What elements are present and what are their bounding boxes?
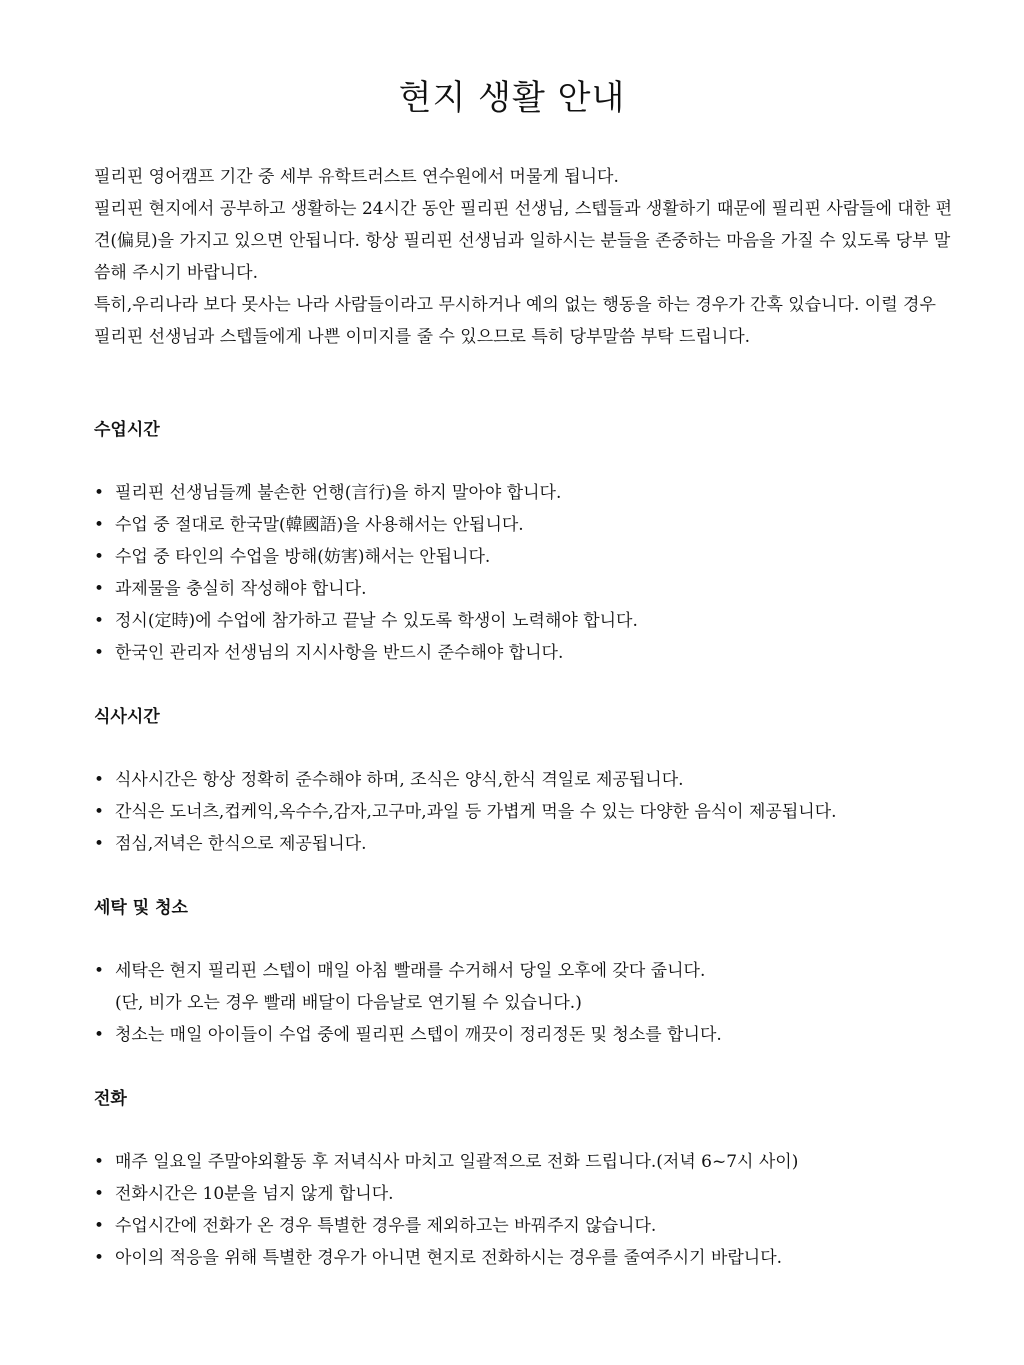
list-item (94, 1146, 964, 1178)
list-item (94, 955, 964, 1019)
page-title: 현지 생활 안내 (398, 78, 626, 118)
bullet-icon: • (94, 579, 105, 599)
list-item-text: 정시(定時)에 수업에 참가하고 끝날 수 있도록 학생이 노력해야 합니다. (115, 611, 638, 631)
meal-rules-list (94, 764, 964, 860)
bullet-icon: • (94, 643, 105, 663)
laundry-rules-list (94, 955, 964, 1051)
list-item-text: 필리핀 선생님들께 불손한 언행(言行)을 하지 말아야 합니다. (115, 483, 562, 503)
bullet-icon: • (94, 961, 105, 981)
bullet-icon: • (94, 1152, 105, 1172)
bullet-icon: • (94, 1184, 105, 1204)
list-item-text: 전화시간은 10분을 넘지 않게 합니다. (115, 1184, 394, 1204)
bullet-icon: • (94, 611, 105, 631)
list-item-text: 수업 중 타인의 수업을 방해(妨害)해서는 안됩니다. (115, 547, 491, 567)
list-item (94, 1178, 964, 1210)
list-item (94, 637, 964, 669)
list-item-text: 한국인 관리자 선생님의 지시사항을 반드시 준수해야 합니다. (115, 643, 564, 663)
list-item (94, 1210, 964, 1242)
intro-text (94, 161, 954, 353)
list-item (94, 509, 964, 541)
list-item-text: 과제물을 충실히 작성해야 합니다. (115, 579, 367, 599)
intro-paragraph: 필리핀 영어캠프 기간 중 세부 유학트러스트 연수원에서 머물게 됩니다. (94, 167, 619, 187)
bullet-icon: • (94, 1248, 105, 1268)
list-item-text: 세탁은 현지 필리핀 스텝이 매일 아침 빨래를 수거해서 당일 오후에 갖다 줍니다. (115, 961, 706, 981)
bullet-icon: • (94, 547, 105, 567)
section-heading-meal: 식사시간 (94, 707, 160, 727)
list-item-text: 수업 중 절대로 한국말(韓國語)을 사용해서는 안됩니다. (115, 515, 524, 535)
bullet-icon: • (94, 515, 105, 535)
intro-paragraph: 특히,우리나라 보다 못사는 나라 사람들이라고 무시하거나 예의 없는 행동을 하는 경우가 간혹 있습니다. 이럴 경우 필리핀 선생님과 스텝들에게 나쁜 이미지를 줄 수 있으므로 특히 당부말씀 부탁 드립니다. (94, 295, 936, 347)
phone-rules-list (94, 1146, 964, 1274)
list-item (94, 796, 964, 828)
list-item-text: 아이의 적응을 위해 특별한 경우가 아니면 현지로 전화하시는 경우를 줄여주시기 바랍니다. (115, 1248, 783, 1268)
list-item-text: 매주 일요일 주말야외활동 후 저녁식사 마치고 일괄적으로 전화 드립니다.(저녁 6~7시 사이) (115, 1152, 799, 1172)
intro-paragraph: 필리핀 현지에서 공부하고 생활하는 24시간 동안 필리핀 선생님, 스텝들과 생활하기 때문에 필리핀 사람들에 대한 편견(偏見)을 가지고 있으면 안됩니다. 항상 필리핀 선생님과 일하시는 분들을 존중하는 마음을 가질 수 있도록 당부 말씀해 주시기 바랍니다. (94, 199, 953, 283)
list-item (94, 1242, 964, 1274)
list-item (94, 477, 964, 509)
list-item-text: 수업시간에 전화가 온 경우 특별한 경우를 제외하고는 바꿔주지 않습니다. (115, 1216, 657, 1236)
bullet-icon: • (94, 802, 105, 822)
list-item-note: (단, 비가 오는 경우 빨래 배달이 다음날로 연기될 수 있습니다.) (115, 993, 582, 1013)
bullet-icon: • (94, 1216, 105, 1236)
list-item (94, 605, 964, 637)
bullet-icon: • (94, 770, 105, 790)
bullet-icon: • (94, 1025, 105, 1045)
list-item (94, 573, 964, 605)
list-item-text: 청소는 매일 아이들이 수업 중에 필리핀 스텝이 깨끗이 정리정돈 및 청소를 합니다. (115, 1025, 722, 1045)
bullet-icon: • (94, 483, 105, 503)
list-item-text: 식사시간은 항상 정확히 준수해야 하며, 조식은 양식,한식 격일로 제공됩니다. (115, 770, 684, 790)
list-item (94, 828, 964, 860)
list-item-text: 점심,저녁은 한식으로 제공됩니다. (115, 834, 367, 854)
list-item (94, 541, 964, 573)
class-rules-list (94, 477, 964, 669)
list-item (94, 1019, 964, 1051)
list-item (94, 764, 964, 796)
bullet-icon: • (94, 834, 105, 854)
section-heading-laundry: 세탁 및 청소 (94, 898, 188, 918)
section-heading-class: 수업시간 (94, 420, 160, 440)
section-heading-phone: 전화 (94, 1089, 127, 1109)
list-item-text: 간식은 도너츠,컵케익,옥수수,감자,고구마,과일 등 가볍게 먹을 수 있는 다양한 음식이 제공됩니다. (115, 802, 837, 822)
